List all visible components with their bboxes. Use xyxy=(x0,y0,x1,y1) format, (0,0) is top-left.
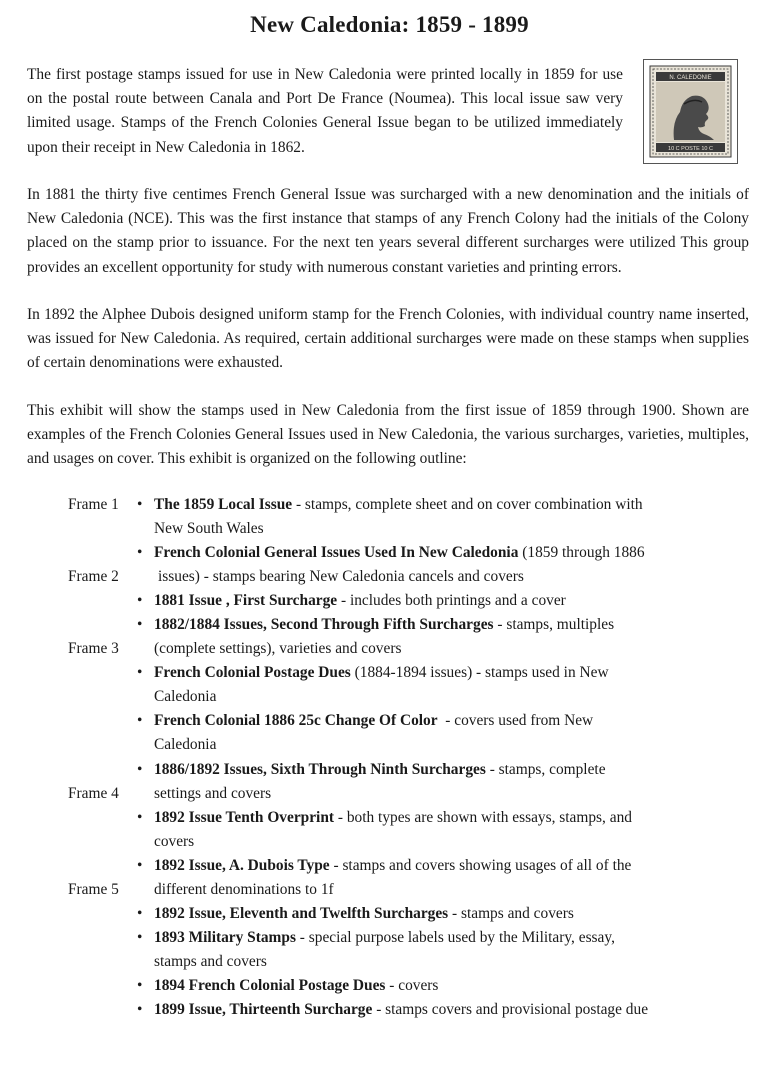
bullet-icon: • xyxy=(137,929,143,946)
surcharge-paragraph: In 1881 the thirty five centimes French General Issue was surcharged with a new denomination and the initials of New Caledonia (NCE). This was the first instance that stamps of any French Colony had the initials of the Colony placed on the stamp prior to issuance. For the next ten years several different surcharges were utilized This group provides an excellent opportunity for study with numerous constant varieties and printing errors. xyxy=(27,186,749,276)
bullet-icon: • xyxy=(137,857,143,874)
outline-item-text: - stamps, complete sheet and on cover combination with xyxy=(292,496,643,513)
outline-item-text: different denominations to 1f xyxy=(154,881,334,898)
outline-item-title: French Colonial General Issues Used In New Caledonia xyxy=(154,544,519,561)
outline-item xyxy=(154,806,714,854)
outline-item xyxy=(154,541,714,589)
outline-item-title: 1892 Issue, Eleventh and Twelfth Surcharges xyxy=(154,905,449,922)
outline-item-text: settings and covers xyxy=(154,785,272,802)
frame-label: Frame 5 xyxy=(68,881,119,898)
outline-item-title: 1892 Issue, A. Dubois Type xyxy=(154,857,330,874)
frame-label: Frame 4 xyxy=(68,785,119,802)
outline-item-text: (1884-1894 issues) - stamps used in New xyxy=(350,664,609,681)
outline-item-text: covers xyxy=(154,833,195,850)
bullet-icon: • xyxy=(137,664,143,681)
bullet-icon: • xyxy=(137,616,143,633)
outline-item-text: - includes both printings and a cover xyxy=(337,592,566,609)
outline-item-text: - stamps and covers showing usages of all of the xyxy=(329,857,632,874)
exhibit-paragraph: This exhibit will show the stamps used in New Caledonia from the first issue of 1859 through 1900. Shown are examples of the French Colonies General Issues used in New Caledonia, the various surcharges, varieties, multiples, and usages on cover. This exhibit is organized on the following outline: xyxy=(27,402,749,468)
outline-item xyxy=(154,709,714,757)
dubois-paragraph: In 1892 the Alphee Dubois designed uniform stamp for the French Colonies, with individual country name inserted, was issued for New Caledonia. As required, certain additional surcharges were made on these stamps when supplies of certain denominations were exhausted. xyxy=(27,306,749,372)
outline-item-text: - stamps, multiples xyxy=(493,616,615,633)
outline-item xyxy=(154,589,714,613)
outline-item-title: 1893 Military Stamps xyxy=(154,929,296,946)
outline-item-text: - stamps covers and provisional postage due xyxy=(372,1001,649,1018)
outline-item-title: French Colonial 1886 25c Change Of Color xyxy=(154,712,438,729)
outline-item-text: Caledonia xyxy=(154,688,217,705)
outline-item xyxy=(154,758,714,806)
outline-item xyxy=(154,613,714,661)
outline-item-title: The 1859 Local Issue xyxy=(154,496,293,513)
outline-item-text: - special purpose labels used by the Military, essay, xyxy=(295,929,615,946)
outline-item-title: 1882/1884 Issues, Second Through Fifth Surcharges xyxy=(154,616,494,633)
outline-item-text: - stamps and covers xyxy=(448,905,574,922)
outline-item-text: New South Wales xyxy=(154,520,264,537)
outline-item-text: - covers used from New xyxy=(437,712,594,729)
bullet-icon: • xyxy=(137,905,143,922)
frame-label: Frame 2 xyxy=(68,568,119,585)
outline-item-text: (complete settings), varieties and covers xyxy=(154,640,402,657)
frame-label: Frame 3 xyxy=(68,640,119,657)
bullet-icon: • xyxy=(137,977,143,994)
intro-paragraph: The first postage stamps issued for use in New Caledonia were printed locally in 1859 for use on the postal route between Canala and Port De France (Noumea). This local issue saw very limited usage. Stamps of the French Colonies General Issue began to be utilized immediately upon their receipt in New Caledonia in 1862. xyxy=(27,66,623,156)
bullet-icon: • xyxy=(137,496,143,513)
bullet-icon: • xyxy=(137,544,143,561)
stamp-bottom-text: 10 C POSTE 10 C xyxy=(668,146,713,152)
outline-item-text: - stamps, complete xyxy=(485,761,606,778)
outline-item-text: (1859 through 1886 xyxy=(518,544,645,561)
outline-item-title: 1886/1892 Issues, Sixth Through Ninth Surcharges xyxy=(154,761,486,778)
outline-item xyxy=(154,902,714,926)
outline-item-title: French Colonial Postage Dues xyxy=(154,664,351,681)
outline-item-title: 1892 Issue Tenth Overprint xyxy=(154,809,335,826)
page-title: New Caledonia: 1859 - 1899 xyxy=(250,12,529,37)
outline-item-text: Caledonia xyxy=(154,736,217,753)
outline-item xyxy=(154,854,714,902)
bullet-icon: • xyxy=(137,761,143,778)
bullet-icon: • xyxy=(137,1001,143,1018)
outline-item xyxy=(154,998,714,1022)
outline-item-title: 1899 Issue, Thirteenth Surcharge xyxy=(154,1001,373,1018)
frame-label: Frame 1 xyxy=(68,496,119,513)
outline-item xyxy=(154,974,714,998)
bullet-icon: • xyxy=(137,809,143,826)
outline-item xyxy=(154,493,714,541)
outline-item xyxy=(154,926,714,974)
bullet-icon: • xyxy=(137,712,143,729)
outline-item-title: 1894 French Colonial Postage Dues xyxy=(154,977,386,994)
outline-item xyxy=(154,661,714,709)
outline-item-text: - both types are shown with essays, stamps, and xyxy=(334,809,632,826)
outline-item-text: - covers xyxy=(385,977,439,994)
outline-item-text: issues) - stamps bearing New Caledonia cancels and covers xyxy=(158,568,524,585)
outline-item-text: stamps and covers xyxy=(154,953,267,970)
outline-item-title: 1881 Issue , First Surcharge xyxy=(154,592,338,609)
stamp-top-text: N. CALEDONIE xyxy=(669,75,712,81)
bullet-icon: • xyxy=(137,592,143,609)
